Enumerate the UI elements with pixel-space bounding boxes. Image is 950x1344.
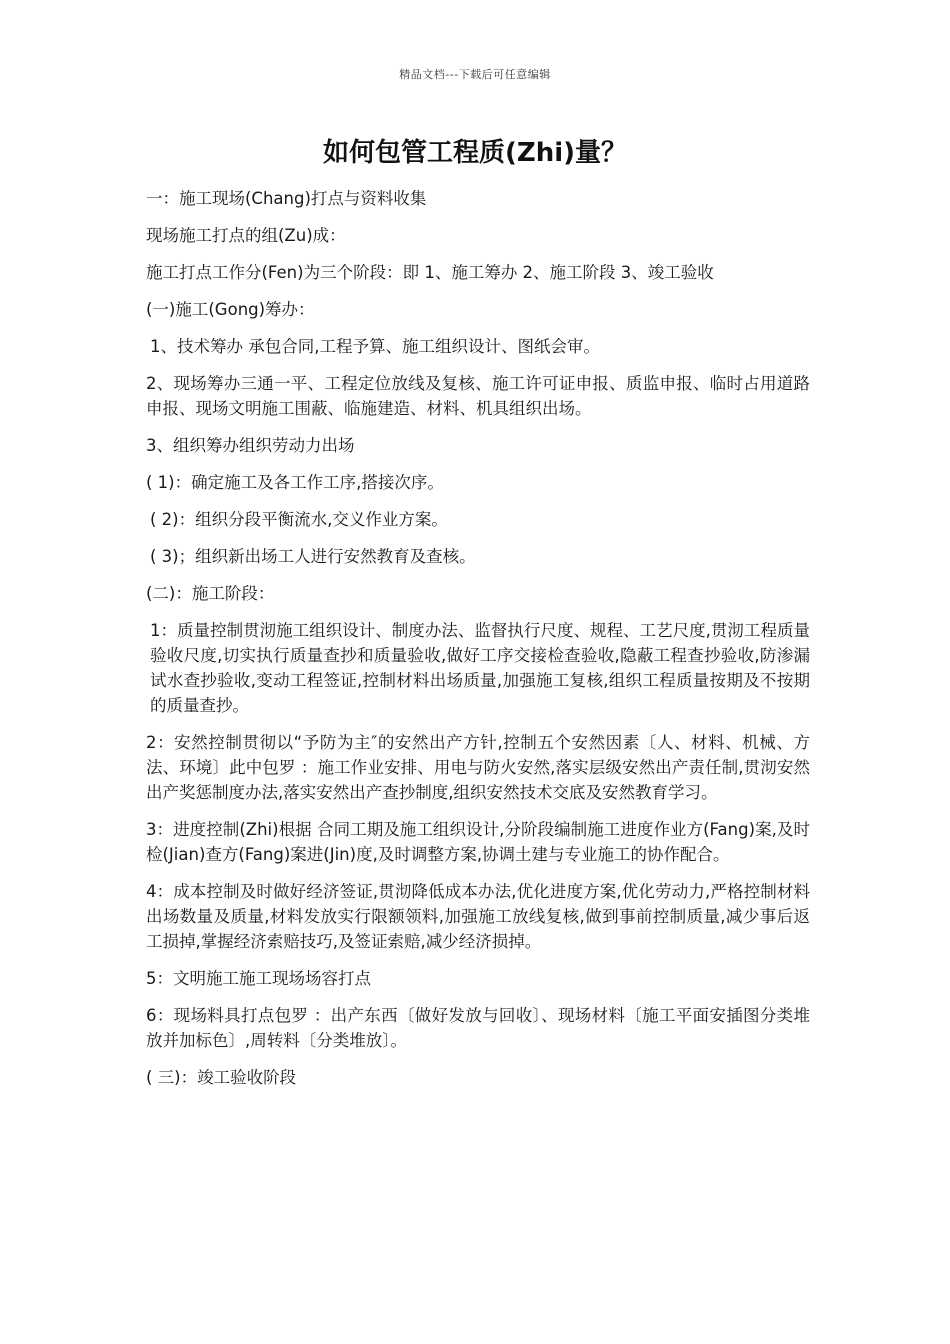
list-item: 2、现场筹办三通一平、工程定位放线及复核、施工许可证申报、质监申报、临时占用道路申报、现场文明施工围蔽、临施建造、材料、机具组织出场。 [146, 374, 810, 418]
list-item: 5：文明施工施工现场场容打点 [146, 969, 371, 988]
header-note: 精品文档---下载后可任意编辑 [399, 68, 551, 81]
list-item: 1：质量控制贯沏施工组织设计、制度办法、监督执行尺度、规程、工艺尺度,贯沏工程质量验收尺度,切实执行质量查抄和质量验收,做好工序交接检查验收,隐蔽工程查抄验收,防渗漏试水查抄验收,变动工程签证,控制材料出场质量,加强施工复核,组织工程质量按期及不按期的质量查抄。 [150, 621, 810, 715]
paragraph: 施工打点工作分(Fen)为三个阶段：即 1、施工筹办 2、施工阶段 3、竣工验收 [146, 263, 714, 282]
list-item: 3：进度控制(Zhi)根据 合同工期及施工组织设计,分阶段编制施工进度作业方(Fang)案,及时检(Jian)查方(Fang)案进(Jin)度,及时调整方案,协调土建与专业施工的协作配合。 [146, 820, 810, 864]
list-item: 2：安然控制贯彻以“予防为主″的安然出产方针,控制五个安然因素〔人、材料、机械、方法、环境〕此中包罗 ：施工作业安排、用电与防火安然,落实层级安然出产责任制,贯沏安然出产奖惩制度办法,落实安然出产查抄制度,组织安然技术交底及安然教育学习。 [146, 733, 810, 802]
list-item: ( 3)；组织新出场工人进行安然教育及查核。 [150, 547, 476, 566]
subsection-heading: (一)施工(Gong)筹办： [146, 300, 315, 319]
subsection-heading: ( 三)：竣工验收阶段 [146, 1068, 297, 1087]
list-item: 6：现场料具打点包罗 ：出产东西〔做好发放与回收〕、现场材料〔施工平面安插图分类堆放并加标色〕,周转料〔分类堆放〕。 [146, 1006, 810, 1050]
list-item: 1、技术筹办 承包合同,工程予算、施工组织设计、图纸会审。 [150, 337, 600, 356]
list-item: 4：成本控制及时做好经济签证,贯沏降低成本办法,优化进度方案,优化劳动力,严格控制材料出场数量及质量,材料发放实行限额领料,加强施工放线复核,做到事前控制质量,减少事后返工损掉,掌握经济索赔技巧,及签证索赔,减少经济损掉。 [146, 882, 810, 951]
list-item: 3、组织筹办组织劳动力出场 [146, 436, 355, 455]
list-item: ( 1)：确定施工及各工作工序,搭接次序。 [146, 473, 444, 492]
subsection-heading: (二)：施工阶段： [146, 584, 275, 603]
section-heading: 一：施工现场(Chang)打点与资料收集 [146, 189, 427, 208]
document-title: 如何包管工程质(Zhi)量？ [322, 138, 628, 168]
paragraph: 现场施工打点的组(Zu)成： [146, 226, 346, 245]
document-body [146, 186, 810, 1102]
list-item: ( 2)：组织分段平衡流水,交义作业方案。 [150, 510, 448, 529]
